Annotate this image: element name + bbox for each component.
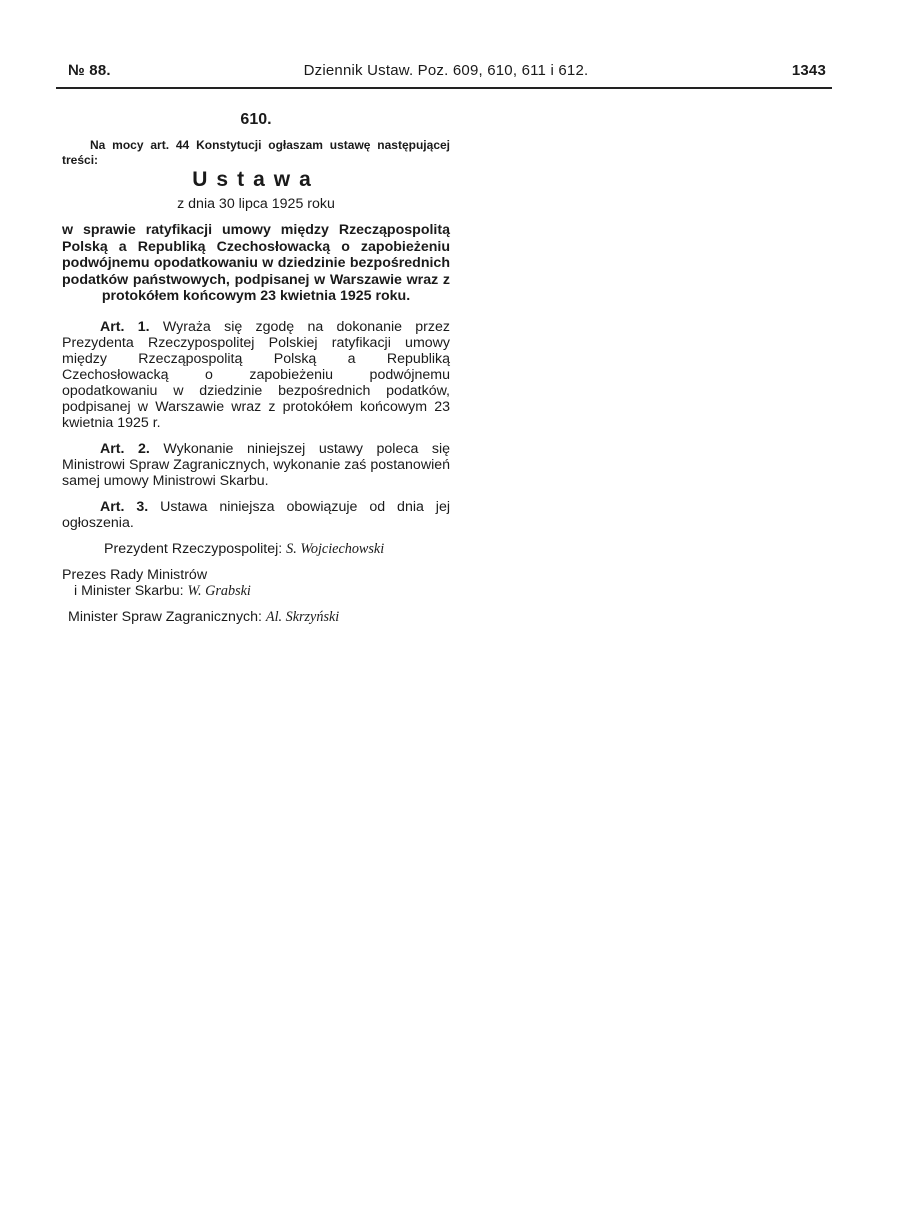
signature-role: i Minister Skarbu:	[74, 582, 184, 599]
signature-foreign-minister	[62, 609, 450, 625]
article-text: Ustawa niniejsza obowiązuje od dnia jej ogłoszenia.	[62, 498, 450, 531]
issue-number: № 88.	[68, 62, 111, 79]
page-header	[60, 62, 832, 84]
signature-president	[62, 541, 450, 557]
signature-premier	[62, 567, 450, 599]
intro-text: Na mocy art. 44 Konstytucji ogłaszam ustawę następującej treści:	[62, 138, 450, 167]
article-text: Wyraża się zgodę na dokonanie przez Prezydenta Rzeczypospolitej Polskiej ratyfikacji umowy między Rzecząpospolitą Polską a Republiką Czechosłowacką o zapobieżeniu podwójnemu opodatkowaniu w dziedzinie bezpośrednich podatków, podpisanej w Warszawie wraz z protokółem końcowym 23 kwietnia 1925 r.	[62, 318, 450, 431]
signature-name: Al. Skrzyński	[265, 608, 340, 625]
signature-role: Prezes Rady Ministrów	[62, 566, 208, 583]
article-text: Wykonanie niniejszej ustawy poleca się Ministrowi Spraw Zagranicznych, wykonanie zaś postanowień samej umowy Ministrowi Skarbu.	[62, 440, 451, 489]
document-column	[62, 112, 450, 635]
act-subject: w sprawie ratyfikacji umowy między Rzecząpospolitą Polską a Republiką Czechosłowacką o zapobieżeniu podwójnemu opodatkowaniu w dziedzinie bezpośrednich podatków państwowych, podpisanej w Warszawie wraz z protokółem końcowym 23 kwietnia 1925 roku.	[62, 222, 450, 304]
act-title: Ustawa	[192, 168, 320, 191]
article-1	[62, 319, 450, 431]
signature-role: Minister Spraw Zagranicznych:	[68, 608, 262, 625]
article-2	[62, 441, 450, 489]
article-label: Art. 1.	[100, 318, 150, 335]
position-number: 610.	[240, 111, 272, 128]
header-rule	[56, 87, 832, 89]
signature-name: S. Wojciechowski	[286, 540, 385, 557]
signature-role-line2	[62, 583, 450, 599]
article-label: Art. 3.	[100, 498, 149, 515]
signature-name: W. Grabski	[187, 582, 251, 599]
journal-title: Dziennik Ustaw. Poz. 609, 610, 611 i 612.	[303, 62, 589, 79]
page-number: 1343	[791, 62, 826, 79]
article-label: Art. 2.	[100, 440, 150, 457]
signature-role: Prezydent Rzeczypospolitej:	[104, 540, 283, 557]
act-date: z dnia 30 lipca 1925 roku	[177, 196, 335, 212]
article-3	[62, 499, 450, 531]
